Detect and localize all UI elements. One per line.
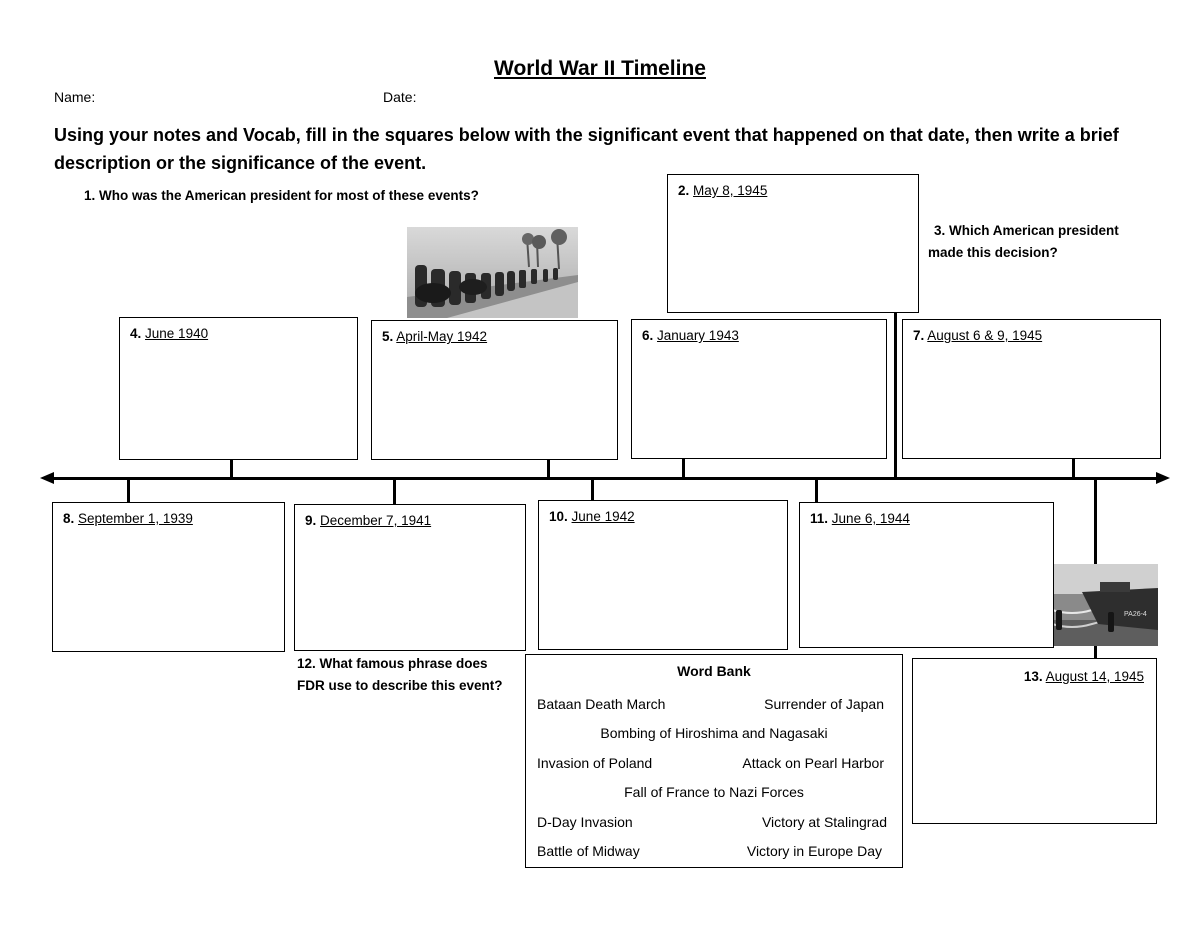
box-4[interactable] [119, 317, 358, 460]
svg-text:PA26-4: PA26-4 [1124, 611, 1147, 618]
box-7-number: 7. [913, 328, 925, 343]
tick-10 [591, 478, 594, 500]
instructions: Using your notes and Vocab, fill in the squares below with the significant event that happened on that date, then write a brief description or the significance of the event. [54, 125, 1119, 173]
timeline-axis [48, 477, 1160, 480]
tick-7 [1072, 458, 1075, 478]
box-2-date: May 8, 1945 [693, 183, 768, 198]
box-10-number: 10. [549, 509, 568, 524]
word-bank-item: Victory at Stalingrad [761, 814, 887, 830]
box-8-number: 8. [63, 511, 75, 526]
box-2[interactable] [667, 174, 919, 313]
box-5-date: April-May 1942 [396, 329, 488, 344]
word-bank-item: Victory in Europe Day [746, 843, 882, 859]
box-4-date: June 1940 [145, 326, 209, 341]
word-bank-item: Invasion of Poland [537, 755, 653, 771]
box-6[interactable] [631, 319, 887, 459]
box-13-number: 13. [1023, 669, 1043, 684]
word-bank-item: Bombing of Hiroshima and Nagasaki [600, 725, 828, 741]
word-bank-item: Battle of Midway [537, 843, 640, 859]
word-bank [525, 654, 903, 868]
box-10[interactable] [538, 500, 788, 650]
tick-5 [547, 458, 550, 478]
tick-2 [894, 312, 897, 478]
word-bank-item: Attack on Pearl Harbor [742, 755, 884, 771]
box-6-number: 6. [642, 328, 654, 343]
timeline-left-arrow [40, 472, 54, 484]
name-label: Name: [54, 89, 96, 105]
box-8[interactable] [52, 502, 285, 652]
timeline-right-arrow [1156, 472, 1170, 484]
box-9[interactable] [294, 504, 526, 651]
page-title: World War II Timeline [494, 57, 706, 80]
box-8-date: September 1, 1939 [78, 511, 193, 526]
box-9-date: December 7, 1941 [320, 513, 432, 528]
question-3-line2: made this decision? [928, 245, 1058, 260]
box-10-date: June 1942 [571, 509, 635, 524]
box-6-date: January 1943 [657, 328, 739, 343]
box-4-number: 4. [130, 326, 142, 341]
question-1: 1. Who was the American president for most of these events? [84, 188, 479, 203]
question-3-line1: 3. Which American president [934, 223, 1119, 238]
tick-13-lower [1094, 646, 1097, 658]
box-11-date: June 6, 1944 [831, 511, 910, 526]
tick-6 [682, 458, 685, 478]
word-bank-title: Word Bank [677, 663, 751, 679]
box-9-number: 9. [305, 513, 317, 528]
box-5-number: 5. [382, 329, 394, 344]
question-12-line1: 12. What famous phrase does [297, 656, 488, 671]
date-label: Date: [383, 89, 417, 105]
tick-9 [393, 478, 396, 504]
tick-8 [127, 478, 130, 502]
tick-13-upper [1094, 478, 1097, 564]
box-13-date: August 14, 1945 [1045, 669, 1144, 684]
box-13[interactable] [912, 658, 1157, 824]
box-5[interactable] [371, 320, 618, 460]
box-2-number: 2. [678, 183, 690, 198]
question-12-line2: FDR use to describe this event? [297, 678, 503, 693]
tick-4 [230, 458, 233, 478]
word-bank-item: Surrender of Japan [764, 696, 884, 712]
box-7[interactable] [902, 319, 1161, 459]
tick-11 [815, 478, 818, 502]
word-bank-item: D-Day Invasion [537, 814, 633, 830]
word-bank-item: Bataan Death March [537, 696, 666, 712]
box-11-number: 11. [810, 511, 829, 526]
word-bank-item: Fall of France to Nazi Forces [624, 784, 804, 800]
bataan-march-photo [407, 227, 578, 318]
box-7-date: August 6 & 9, 1945 [927, 328, 1043, 343]
box-11[interactable] [799, 502, 1054, 648]
